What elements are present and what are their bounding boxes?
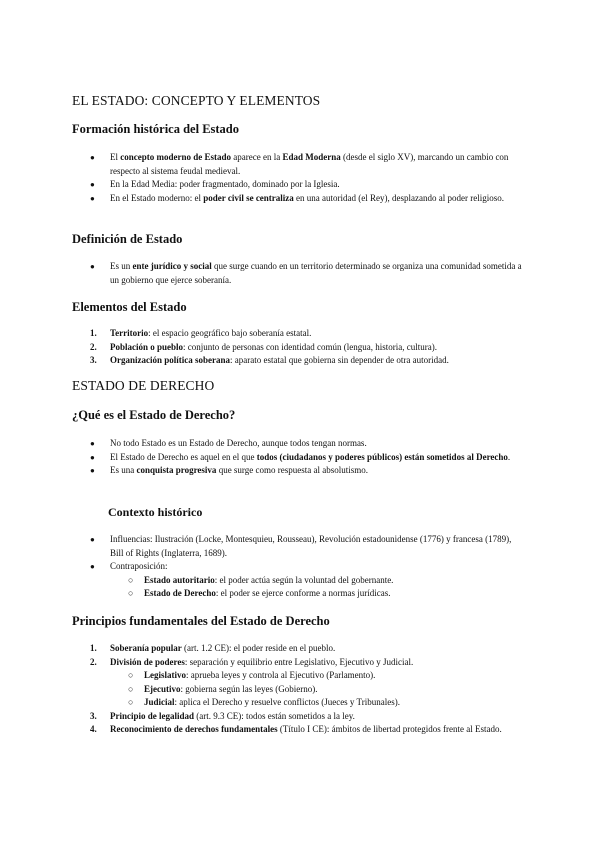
- heading-formacion: Formación histórica del Estado: [72, 122, 240, 136]
- sub-list-item: ○ Judicial: aplica el Derecho y resuelve conflictos (Jueces y Tribunales).: [72, 696, 522, 710]
- list-number: 4.: [90, 724, 97, 734]
- list-number: 1.: [90, 643, 97, 653]
- list-number: 3.: [90, 710, 97, 721]
- title-estado-concepto: EL ESTADO: CONCEPTO Y ELEMENTOS: [72, 93, 321, 108]
- bullet-icon: ●: [90, 535, 95, 544]
- list-item: 2. Población o pueblo: conjunto de personas con identidad común (lengua, historia, cultura).: [72, 341, 522, 355]
- bullet-icon: ●: [90, 439, 95, 448]
- list-item: ● No todo Estado es un Estado de Derecho, aunque todos tengan normas.: [72, 437, 522, 451]
- list-elementos: [72, 327, 522, 368]
- bullet-icon: ●: [90, 180, 95, 189]
- bullet-icon: ●: [90, 262, 95, 271]
- list-item: 3. Organización política soberana: aparato estatal que gobierna sin depender de otra autoridad.: [72, 354, 522, 368]
- list-item: ● Es una conquista progresiva que surge como respuesta al absolutismo.: [72, 464, 522, 478]
- sub-list-item: ○ Ejecutivo: gobierna según las leyes (Gobierno).: [72, 683, 522, 697]
- sub-list-item: ○ Estado de Derecho: el poder se ejerce conforme a normas jurídicas.: [72, 587, 522, 601]
- circle-bullet-icon: ○: [128, 588, 134, 598]
- heading-elementos: Elementos del Estado: [72, 300, 187, 314]
- list-item: ● En la Edad Media: poder fragmentado, dominado por la Iglesia.: [72, 178, 522, 192]
- list-item: 1. Territorio: el espacio geográfico bajo soberanía estatal.: [72, 327, 522, 341]
- list-item: ● El concepto moderno de Estado aparece en la Edad Moderna (desde el siglo XV), marcando un cambio con respecto al sistema feudal medieval.: [90, 152, 509, 176]
- title-estado-derecho: ESTADO DE DERECHO: [72, 378, 215, 393]
- circle-bullet-icon: ○: [128, 683, 134, 694]
- list-item: ● Influencias: Ilustración (Locke, Montesquieu, Rousseau), Revolución estadounidense (1776) y francesa (1789), Bill of Rights (Inglaterra, 1689).: [90, 534, 512, 558]
- list-formacion: [72, 151, 522, 205]
- list-item: 3. Principio de legalidad (art. 9.3 CE): todos están sometidos a la ley.: [72, 710, 522, 724]
- circle-bullet-icon: ○: [128, 670, 134, 680]
- bullet-icon: ●: [90, 153, 95, 162]
- list-item: 1. Soberanía popular (art. 1.2 CE): el poder reside en el pueblo.: [72, 642, 522, 656]
- list-item: ● El Estado de Derecho es aquel en el que todos (ciudadanos y poderes públicos) están sometidos al Derecho.: [72, 451, 522, 465]
- list-definicion: [72, 260, 522, 287]
- list-item: ● Es un ente jurídico y social que surge cuando en un territorio determinado se organiza una comunidad sometida a un gobierno que ejerce soberanía.: [90, 261, 522, 285]
- list-que-es: [72, 437, 522, 478]
- list-number: 3.: [90, 355, 97, 365]
- list-number: 2.: [90, 656, 97, 667]
- list-item: ● Contraposición:: [72, 560, 522, 574]
- sub-list-item: ○ Estado autoritario: el poder actúa según la voluntad del gobernante.: [72, 574, 522, 588]
- heading-que-es: ¿Qué es el Estado de Derecho?: [72, 408, 236, 422]
- circle-bullet-icon: ○: [128, 574, 134, 585]
- list-item: 4. Reconocimiento de derechos fundamentales (Título I CE): ámbitos de libertad protegidos frente al Estado.: [72, 723, 522, 737]
- list-contexto: [72, 533, 522, 601]
- heading-principios: Principios fundamentales del Estado de Derecho: [72, 614, 330, 628]
- list-item: ● En el Estado moderno: el poder civil se centraliza en una autoridad (el Rey), desplazando al poder religioso.: [72, 192, 522, 206]
- list-principios: [72, 642, 522, 737]
- bullet-icon: ●: [90, 193, 95, 203]
- list-item: 2. División de poderes: separación y equilibrio entre Legislativo, Ejecutivo y Judicial.: [72, 656, 522, 670]
- heading-contexto: Contexto histórico: [108, 505, 203, 519]
- sub-list-item: ○ Legislativo: aprueba leyes y controla al Ejecutivo (Parlamento).: [72, 669, 522, 683]
- circle-bullet-icon: ○: [128, 697, 134, 707]
- heading-definicion: Definición de Estado: [72, 232, 183, 246]
- list-number: 2.: [90, 341, 97, 352]
- bullet-icon: ●: [90, 452, 95, 462]
- list-number: 1.: [90, 328, 97, 338]
- bullet-icon: ●: [90, 466, 95, 475]
- bullet-icon: ●: [90, 562, 95, 571]
